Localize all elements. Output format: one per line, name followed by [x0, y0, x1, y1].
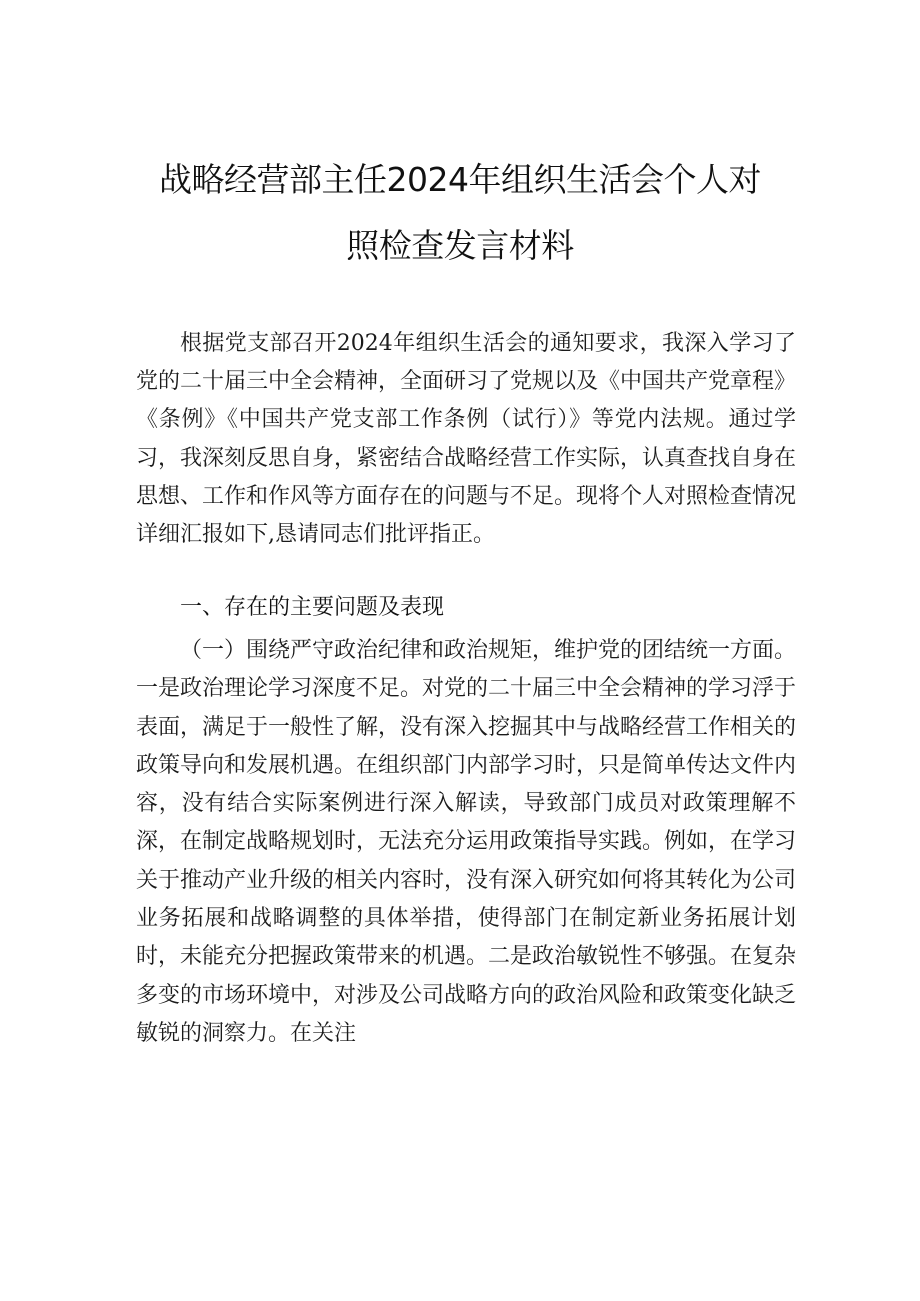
- body-paragraph: （一）围绕严守政治纪律和政治规矩，维护党的团结统一方面。一是政治理论学习深度不足。对党的二十届三中全会精神的学习浮于表面，满足于一般性了解，没有深入挖掘其中与战略经营工作相关的政策导向和发展机遇。在组织部门内部学习时，只是简单传达文件内容，没有结合实际案例进行深入解读，导致部门成员对政策理解不深，在制定战略规划时，无法充分运用政策指导实践。例如，在学习关于推动产业升级的相关内容时，没有深入研究如何将其转化为公司业务拓展和战略调整的具体举措，使得部门在制定新业务拓展计划时，未能充分把握政策带来的机遇。二是政治敏锐性不够强。在复杂多变的市场环境中，对涉及公司战略方向的政治风险和政策变化缺乏敏锐的洞察力。在关注: [136, 638, 797, 1046]
- document-title-line-1: 战略经营部主任2024年组织生活会个人对: [159, 160, 761, 199]
- document-title-line-2: 照检查发言材料: [346, 226, 574, 265]
- section-heading: 一、存在的主要问题及表现: [180, 595, 445, 620]
- intro-paragraph: 根据党支部召开2024年组织生活会的通知要求，我深入学习了党的二十届三中全会精神，全面研习了党规以及《中国共产党章程》《条例》《中国共产党支部工作条例（试行）》等党内法规。通过学习，我深刻反思自身，紧密结合战略经营工作实际，认真查找自身在思想、工作和作风等方面存在的问题与不足。现将个人对照检查情况详细汇报如下,恳请同志们批评指正。: [136, 331, 797, 548]
